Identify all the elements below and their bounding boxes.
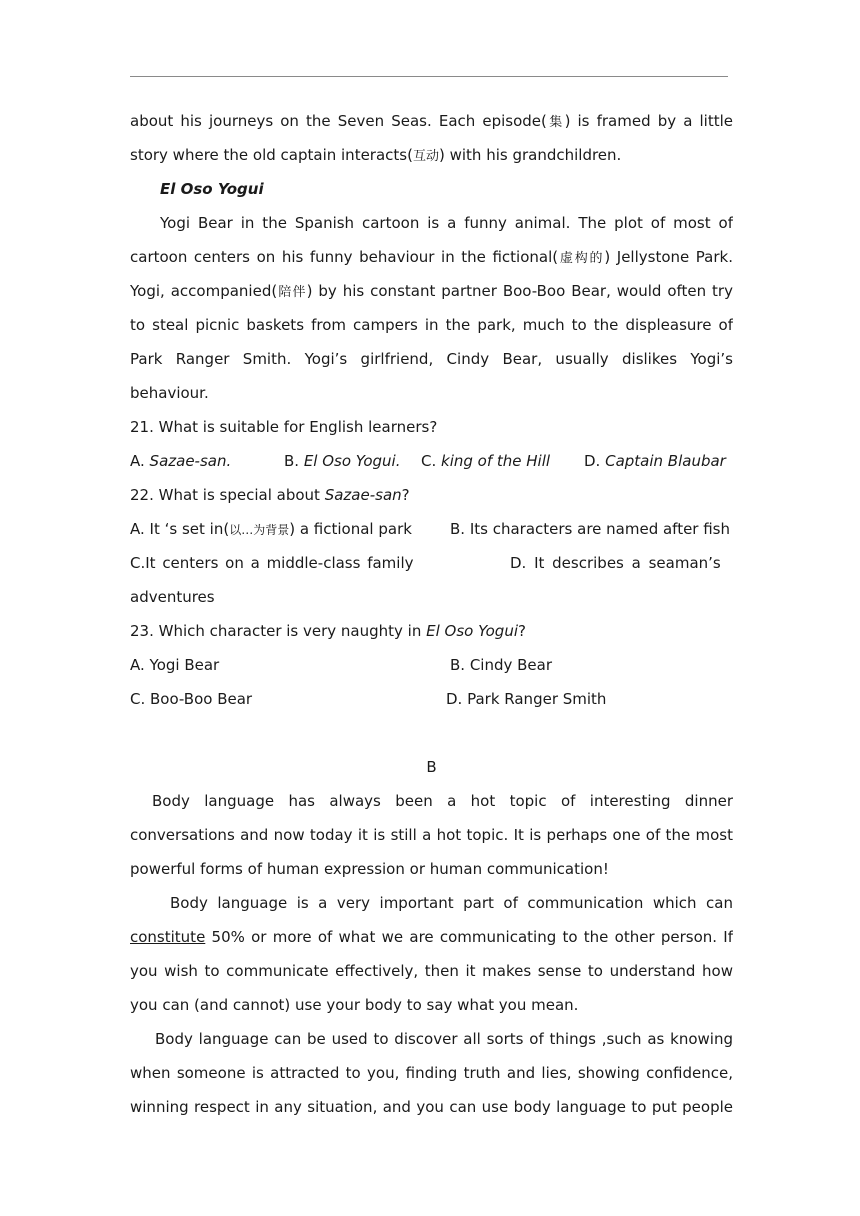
passage-b-line-9: when someone is attracted to you, finding truth and lies, showing confidence,	[130, 1064, 733, 1082]
option-text: king of the Hill	[441, 452, 551, 470]
underlined-word: constitute	[130, 928, 206, 946]
passage-b-line-8: Body language can be used to discover all sorts of things ,such as knowing	[155, 1030, 733, 1048]
option-a	[130, 444, 284, 478]
text: ) with his grandchildren.	[438, 146, 622, 164]
question-22-stem	[130, 478, 733, 512]
chinese-gloss: 互动	[412, 149, 439, 164]
passage-b-line-7: you can (and cannot) use your body to say what you mean.	[130, 996, 579, 1014]
chinese-gloss: 陪伴	[277, 285, 307, 300]
passage-b-line-10: winning respect in any situation, and you can use body language to put people	[130, 1098, 733, 1116]
text: 22. What is special about	[130, 486, 325, 504]
section-heading-el-oso-yogui: El Oso Yogui	[160, 180, 264, 198]
passage-b-line-6: you wish to communicate effectively, then it makes sense to understand how	[130, 962, 733, 980]
intro-line-1	[130, 104, 733, 138]
text: ) Jellystone Park.	[604, 248, 733, 266]
header-rule	[130, 76, 728, 77]
yogi-line-1: Yogi Bear in the Spanish cartoon is a funny animal. The plot of most of	[160, 214, 733, 232]
text: ) is framed by a little	[564, 112, 733, 130]
question-21-options	[130, 444, 733, 478]
option-a: A. Yogi Bear	[130, 656, 220, 674]
text: ) by his constant partner Boo-Boo Bear, would often try	[306, 282, 733, 300]
option-d: D. Park Ranger Smith	[446, 690, 607, 708]
question-23-options-cd	[130, 682, 733, 716]
passage-b-line-5	[130, 920, 733, 954]
italic-title: Sazae-san	[324, 486, 402, 504]
passage-b-line-1: Body language has always been a hot topic of interesting dinner	[152, 792, 733, 810]
text: ?	[518, 622, 526, 640]
text: 23. Which character is very naughty in	[130, 622, 427, 640]
chinese-gloss: 以	[229, 523, 242, 537]
question-21-stem: 21. What is suitable for English learners?	[130, 418, 438, 436]
text: ?	[401, 486, 410, 504]
chinese-gloss: 集	[546, 115, 565, 130]
yogi-line-3	[130, 274, 733, 308]
option-d	[584, 444, 726, 478]
option-a	[130, 512, 450, 546]
passage-b-line-3: powerful forms of human expression or human communication!	[130, 860, 609, 878]
option-letter: C.	[421, 452, 442, 470]
intro-line-2	[130, 138, 733, 172]
option-b	[284, 444, 421, 478]
option-d: D. It describes a seaman’s	[510, 554, 721, 572]
spacer	[130, 716, 733, 750]
chinese-gloss: 为背景	[253, 523, 290, 537]
yogi-line-4: to steal picnic baskets from campers in the park, much to the displeasure of	[130, 316, 733, 334]
yogi-line-6: behaviour.	[130, 384, 209, 402]
passage-b-line-2: conversations and now today it is still a hot topic. It is perhaps one of the most	[130, 826, 733, 844]
text: cartoon centers on his funny behaviour in the fictional(	[130, 248, 559, 266]
text: A. It ‘s set in(	[130, 520, 230, 538]
question-23-options-ab	[130, 648, 733, 682]
text: about his journeys on the Seven Seas. Each episode(	[130, 112, 547, 130]
option-letter: A.	[130, 452, 150, 470]
question-22-options-cd	[130, 546, 733, 580]
document-page	[130, 104, 733, 1124]
yogi-line-5: Park Ranger Smith. Yogi’s girlfriend, Cindy Bear, usually dislikes Yogi’s	[130, 350, 733, 368]
yogi-line-2	[130, 240, 733, 274]
text: ) a fictional park	[289, 520, 412, 538]
question-22-option-d-continued: adventures	[130, 588, 215, 606]
option-letter: B.	[284, 452, 304, 470]
option-text: El Oso Yogui.	[303, 452, 401, 470]
option-text: Captain Blaubar	[605, 452, 726, 470]
option-letter: D.	[584, 452, 606, 470]
question-23-stem	[130, 614, 733, 648]
option-c: C.It centers on a middle-class family	[130, 554, 414, 572]
italic-title: El Oso Yogui	[426, 622, 518, 640]
option-c	[421, 444, 584, 478]
option-c: C. Boo-Boo Bear	[130, 690, 253, 708]
option-text: Sazae-san.	[149, 452, 232, 470]
blank: …	[241, 523, 254, 537]
option-b: B. Its characters are named after fish	[450, 520, 731, 538]
option-b: B. Cindy Bear	[450, 656, 553, 674]
chinese-gloss: 虚构的	[558, 251, 605, 266]
question-22-options-ab	[130, 512, 733, 546]
text: 50% or more of what we are communicating to the other person. If	[205, 928, 733, 946]
section-b-label: B	[426, 758, 437, 776]
passage-b-line-4: Body language is a very important part of communication which can	[170, 894, 733, 912]
text: story where the old captain interacts(	[130, 146, 413, 164]
text: Yogi, accompanied(	[130, 282, 278, 300]
